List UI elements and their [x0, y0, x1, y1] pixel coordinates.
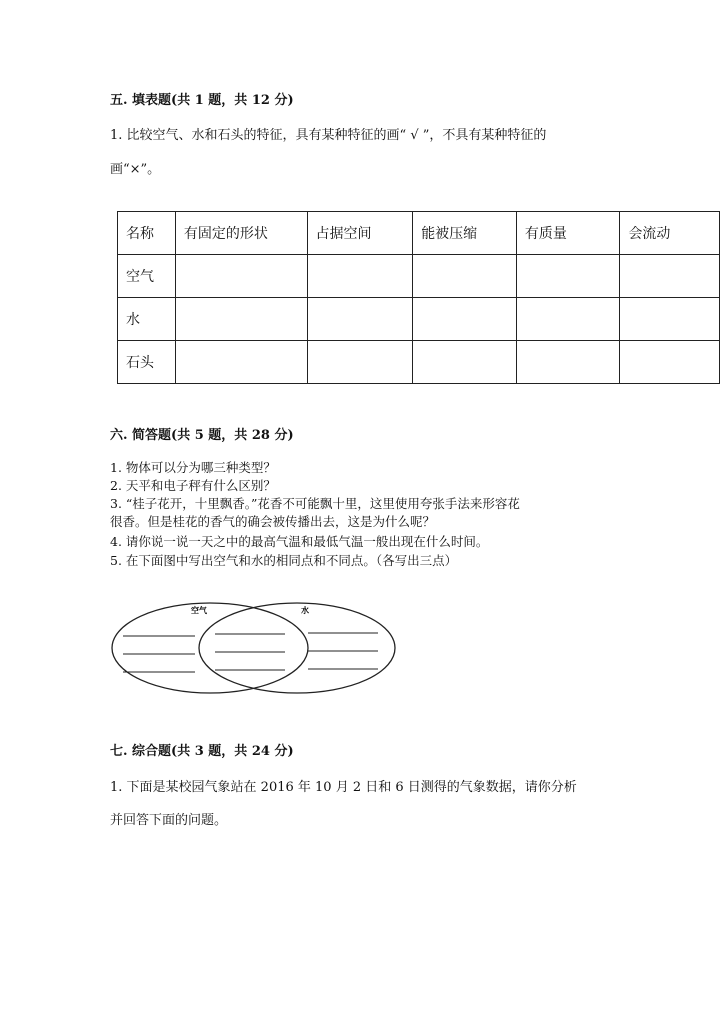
venn-answer-lines: [123, 633, 378, 672]
table-header-cell: 有质量: [516, 212, 620, 255]
answer-cell[interactable]: [175, 255, 307, 298]
answer-cell[interactable]: [413, 298, 517, 341]
section6-question: 5. 在下面图中写出空气和水的相同点和不同点。（各写出三点）: [110, 553, 458, 568]
table-row: [118, 341, 720, 384]
section6-question: 2. 天平和电子秤有什么区别？: [110, 478, 276, 493]
section7-heading: 七. 综合题(共 3 题，共 24 分): [110, 744, 294, 759]
table-header-cell: 有固定的形状: [175, 212, 307, 255]
venn-right-ellipse: [199, 603, 395, 693]
table-header-cell: 占据空间: [307, 212, 413, 255]
answer-cell[interactable]: [413, 341, 517, 384]
venn-diagram: [105, 598, 400, 700]
table-header-row: [118, 212, 720, 255]
table-row: [118, 298, 720, 341]
answer-cell[interactable]: [620, 255, 720, 298]
section5-q1-line2: 画“×”。: [110, 162, 161, 177]
table-header-cell: 能被压缩: [413, 212, 517, 255]
answer-cell[interactable]: [516, 298, 620, 341]
venn-left-label: 空气: [191, 606, 207, 615]
section7-q1-line2: 并回答下面的问题。: [110, 813, 228, 828]
section7-q1-line1: 1. 下面是某校园气象站在 2016 年 10 月 2 日和 6 日测得的气象数据，请你分析: [110, 780, 577, 795]
row-label: 空气: [118, 255, 176, 298]
answer-cell[interactable]: [620, 298, 720, 341]
answer-cell[interactable]: [620, 341, 720, 384]
section6-question: 很香。但是桂花的香气的确会被传播出去，这是为什么呢？: [110, 514, 436, 529]
venn-left-ellipse: [112, 603, 308, 693]
section5-q1-line1: 1. 比较空气、水和石头的特征，具有某种特征的画“ √ ”，不具有某种特征的: [110, 128, 547, 143]
table-row: [118, 255, 720, 298]
venn-right-label: 水: [301, 606, 309, 615]
section6-heading: 六. 简答题(共 5 题，共 28 分): [110, 428, 294, 443]
row-label: 水: [118, 298, 176, 341]
section6-question: 3. “桂子花开，十里飘香。”花香不可能飘十里，这里使用夸张手法来形容花: [110, 496, 520, 511]
answer-cell[interactable]: [175, 298, 307, 341]
answer-cell[interactable]: [307, 341, 413, 384]
answer-cell[interactable]: [516, 341, 620, 384]
answer-cell[interactable]: [413, 255, 517, 298]
row-label: 石头: [118, 341, 176, 384]
section5-heading: 五. 填表题(共 1 题，共 12 分): [110, 93, 294, 108]
property-table: [117, 211, 720, 384]
answer-cell[interactable]: [307, 298, 413, 341]
section6-question: 4. 请你说一说一天之中的最高气温和最低气温一般出现在什么时间。: [110, 534, 489, 549]
answer-cell[interactable]: [175, 341, 307, 384]
section6-question: 1. 物体可以分为哪三种类型？: [110, 460, 276, 475]
table-header-cell: 名称: [118, 212, 176, 255]
table-header-cell: 会流动: [620, 212, 720, 255]
answer-cell[interactable]: [516, 255, 620, 298]
answer-cell[interactable]: [307, 255, 413, 298]
